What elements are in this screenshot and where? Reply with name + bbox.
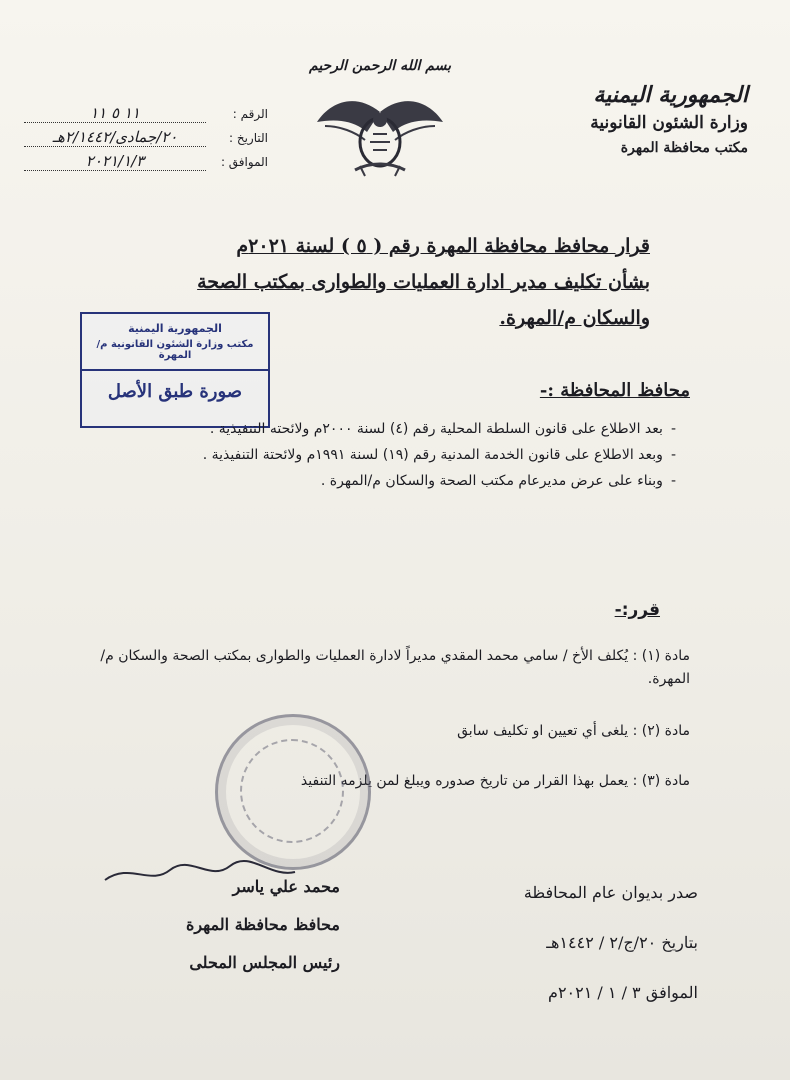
equiv-label: الموافق : bbox=[220, 155, 268, 169]
decided-heading: قرر:- bbox=[614, 600, 660, 620]
preamble-list bbox=[130, 418, 690, 496]
eagle-emblem-icon bbox=[315, 82, 445, 178]
equiv-value: ٢٠٢١/١/٣ bbox=[24, 152, 206, 171]
issued-place: صدر بديوان عام المحافظة bbox=[523, 883, 698, 902]
stamp-office: مكتب وزارة الشئون القانونية م/المهرة bbox=[82, 339, 268, 371]
date-value: ٢٠/جمادى/٢/١٤٤٢هـ bbox=[24, 128, 206, 147]
equiv-row bbox=[18, 152, 268, 176]
number-value: ١١ ٥ ١١ bbox=[24, 104, 206, 123]
signatory-title: محافظ محافظة المهرة bbox=[185, 915, 340, 934]
preamble-item: - وبعد الاطلاع على قانون الخدمة المدنية رقم (١٩) لسنة ١٩٩١م ولائحتة التنفيذية . bbox=[130, 444, 676, 466]
title-line-1: قرار محافظ محافظة المهرة رقم ( ٥ ) لسنة ٢٠٢١م bbox=[236, 235, 650, 257]
official-seal-icon bbox=[215, 714, 371, 870]
issuer-header bbox=[528, 80, 748, 160]
title-line-2: بشأن تكليف مدير ادارة العمليات والطوارى بمكتب الصحة bbox=[197, 271, 650, 293]
ministry-name: وزارة الشئون القانونية bbox=[590, 113, 748, 133]
preamble-item: - بعد الاطلاع على قانون السلطة المحلية رقم (٤) لسنة ٢٠٠٠م ولائحته التنفيذية . bbox=[130, 418, 676, 440]
issued-gregorian-date: الموافق ٣ / ١ / ٢٠٢١م bbox=[548, 983, 698, 1002]
signatory-name: محمد علي ياسر bbox=[232, 877, 340, 896]
country-name: الجمهورية اليمنية bbox=[593, 82, 748, 108]
number-row bbox=[18, 104, 268, 128]
basmala: بسم الله الرحمن الرحيم bbox=[309, 58, 451, 74]
signatory-council-title: رئيس المجلس المحلى bbox=[189, 953, 340, 972]
governor-heading: محافظ المحافظة :- bbox=[539, 380, 690, 401]
article-2: مادة (٢) : يلغى أي تعيين او تكليف سابق bbox=[457, 723, 690, 739]
office-name: مكتب محافظة المهرة bbox=[620, 140, 748, 156]
signatory-block bbox=[90, 868, 340, 982]
certified-copy-stamp bbox=[80, 312, 270, 428]
article-1: مادة (١) : يُكلف الأخ / سامي محمد المقدي مديراً لادارة العمليات والطوارى بمكتب الصحة والسكان م/ المهرة. bbox=[100, 648, 690, 687]
seal-inner-ring bbox=[240, 739, 344, 843]
date-row bbox=[18, 128, 268, 152]
issued-block bbox=[418, 868, 698, 1018]
reference-meta bbox=[18, 104, 268, 176]
number-label: الرقم : bbox=[232, 107, 268, 121]
issued-hijri-date: بتاريخ ٢٠/ج/٢ / ١٤٤٢هـ bbox=[546, 933, 698, 952]
article-3: مادة (٣) : يعمل بهذا القرار من تاريخ صدوره ويبلغ لمن يلزمه التنفيذ bbox=[300, 773, 690, 789]
stamp-certified-text: صورة طبق الأصل bbox=[107, 381, 243, 402]
stamp-country: الجمهورية اليمنية bbox=[128, 322, 222, 335]
date-label: التاريخ : bbox=[228, 131, 268, 145]
preamble-item: - وبناء على عرض مديرعام مكتب الصحة والسكان م/المهرة . bbox=[130, 470, 676, 492]
title-line-3: والسكان م/المهرة. bbox=[499, 307, 650, 329]
